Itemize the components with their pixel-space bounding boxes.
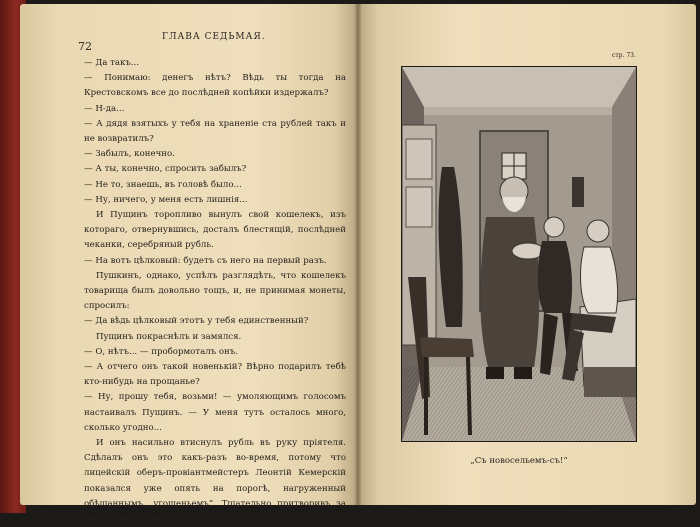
book-gutter <box>354 4 362 505</box>
paragraph: — А дядя взятыхъ у тебя на храненіе ста рублей такъ и не возвратилъ? <box>84 118 346 145</box>
paragraph: — Не то, знаешь, въ головѣ было... <box>84 179 242 190</box>
paragraph: — Понимаю: денегъ нѣтъ? Вѣдь ты тогда на Крестовскомъ все до послѣдней копѣйки издержалъ? <box>84 73 346 99</box>
paragraph: — А отчего онъ такой новенькій? Вѣрно подарилъ тебѣ кто-нибудь на прощанье? <box>84 362 346 388</box>
paragraph: Пушкинъ, однако, успѣлъ разглядѣть, что кошелекъ товарища былъ довольно тощъ, и, не принимая монеты, спросилъ: <box>84 270 346 312</box>
paragraph: — Забылъ, конечно. <box>84 149 175 160</box>
paragraph: — А ты, конечно, спросить забылъ? <box>84 164 247 175</box>
paragraph: — Н-да... <box>84 103 125 114</box>
engraving <box>402 67 636 441</box>
paragraph: — Ну, ничего, у меня есть лишнія... <box>84 194 248 205</box>
running-head: ГЛАВА СЕДЬМАЯ. <box>162 32 266 42</box>
illustration-caption: „Съ новосельемъ-съ!“ <box>470 456 568 466</box>
page-number: 72 <box>78 40 92 53</box>
body-text <box>84 56 346 527</box>
paragraph: И Пущинъ торопливо вынулъ свой кошелекъ, изъ котораго, отвернувшись, досталъ блестящій, послѣдней чеканки, серебряный рубль. <box>84 210 346 251</box>
illustration <box>401 66 637 442</box>
paragraph: И онъ насильно втиснулъ рубль въ руку пріятеля. Сдѣлалъ онъ это какъ-разъ во-время, потому что лицейскій оберъ-провіантмейстеръ Леонтій Кемерскій показался уже опять на порогѣ, нагруженный обѣщаннымъ „угощеньемъ“. Тщательно притворивъ за собою дверь, онъ отвѣсилъ Пушкину поклонъ въ поясъ. <box>84 438 346 525</box>
paragraph: — Да вѣдь цѣлковый этотъ у тебя единственный? <box>84 316 309 327</box>
plate-label: стр. 73. <box>612 52 636 59</box>
paragraph: — На вотъ цѣлковый: будетъ съ него на первый разъ. <box>84 255 327 266</box>
paragraph: — О, нѣтъ... — пробормоталъ онъ. <box>84 346 238 357</box>
paragraph: — Ну, прошу тебя, возьми! — умоляющимъ голосомъ настаивалъ Пущинъ. — У меня тутъ осталось много, сколько угодно... <box>84 392 346 433</box>
paragraph: — Да такъ... <box>84 58 140 68</box>
paragraph: Пущинъ покраснѣлъ и замялся. <box>96 331 242 342</box>
